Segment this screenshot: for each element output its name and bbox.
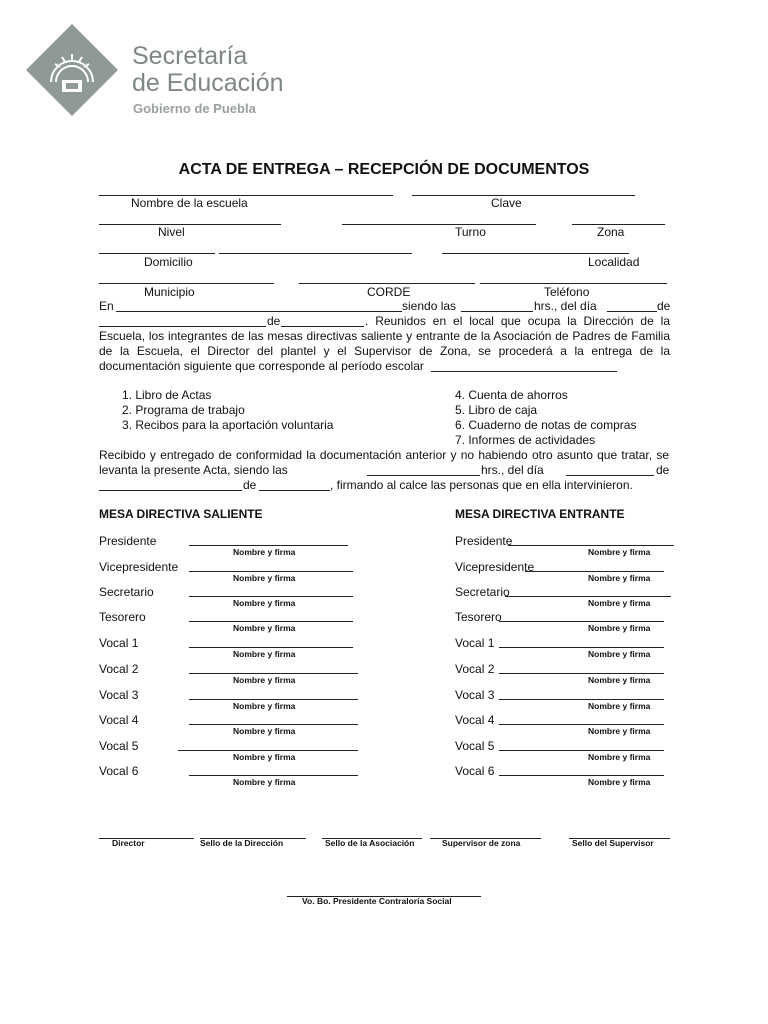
role-label: Secretario <box>455 585 510 599</box>
nombre-firma-label: Nombre y firma <box>233 649 296 659</box>
logo-emblem-icon <box>26 24 118 116</box>
role-label: Vocal 1 <box>455 636 495 650</box>
nombre-firma-label: Nombre y firma <box>233 701 296 711</box>
firma-director: Director <box>112 838 145 848</box>
role-label: Vocal 6 <box>455 764 495 778</box>
para1-text: . Reunidos en el local que ocupa la Dirección de la Escuela, los integrantes de las mesas directivas saliente y entrante de la Asociación de Padres de Familia de la Escuela, el Director del plantel y el Supervisor de Zona, se procederá a la entrega de la documentación siguiente que corresponde al período escolar <box>99 314 670 373</box>
signature-line <box>499 673 664 674</box>
label-clave: Clave <box>491 196 522 210</box>
label-turno: Turno <box>455 225 486 239</box>
nombre-firma-label: Nombre y firma <box>233 726 296 736</box>
label-domicilio: Domicilio <box>144 255 193 269</box>
signature-line <box>505 596 671 597</box>
signature-line <box>189 647 353 648</box>
logo-line2: de Educación <box>132 69 284 97</box>
nombre-firma-label: Nombre y firma <box>588 598 651 608</box>
list-item: 5. Libro de caja <box>455 403 538 417</box>
nombre-firma-label: Nombre y firma <box>588 573 651 583</box>
role-label: Vicepresidente <box>455 560 535 574</box>
nombre-firma-label: Nombre y firma <box>233 573 296 583</box>
role-label: Vocal 4 <box>455 713 495 727</box>
label-localidad: Localidad <box>588 255 640 269</box>
nombre-firma-label: Nombre y firma <box>588 547 651 557</box>
items-right <box>455 388 636 448</box>
role-label: Tesorero <box>455 610 502 624</box>
nombre-firma-label: Nombre y firma <box>588 675 651 685</box>
signature-line <box>178 750 358 751</box>
signature-line <box>499 699 664 700</box>
signature-line <box>189 596 353 597</box>
role-label: Vocal 1 <box>99 636 139 650</box>
signature-line <box>499 647 664 648</box>
signature-line <box>499 775 664 776</box>
nombre-firma-label: Nombre y firma <box>588 623 651 633</box>
mesa-entrante-heading: MESA DIRECTIVA ENTRANTE <box>455 507 625 521</box>
signature-line <box>189 699 358 700</box>
para2-de2: de <box>243 478 257 492</box>
list-item: 1. Libro de Actas <box>122 388 212 402</box>
list-item: 2. Programa de trabajo <box>122 403 245 417</box>
signature-line <box>189 673 358 674</box>
signature-line <box>499 750 664 751</box>
role-label: Vocal 4 <box>99 713 139 727</box>
signature-line <box>189 621 353 622</box>
signature-line <box>189 571 353 572</box>
role-label: Vocal 5 <box>455 739 495 753</box>
para1-de2: de <box>267 314 281 328</box>
nombre-firma-label: Nombre y firma <box>233 752 296 762</box>
signature-line <box>525 571 664 572</box>
mesa-saliente-heading: MESA DIRECTIVA SALIENTE <box>99 507 263 521</box>
list-item: 3. Recibos para la aportación voluntaria <box>122 418 334 432</box>
nombre-firma-label: Nombre y firma <box>588 777 651 787</box>
role-label: Vocal 3 <box>99 688 139 702</box>
para2-de: de <box>655 463 675 477</box>
logo-line3: Gobierno de Puebla <box>133 101 256 116</box>
nombre-firma-label: Nombre y firma <box>588 752 651 762</box>
nombre-firma-label: Nombre y firma <box>233 623 296 633</box>
logo-line1: Secretaría <box>132 42 248 70</box>
label-nivel: Nivel <box>158 225 185 239</box>
label-zona: Zona <box>597 225 625 239</box>
list-item: 7. Informes de actividades <box>455 433 596 447</box>
label-corde: CORDE <box>367 285 411 299</box>
role-label: Secretario <box>99 585 154 599</box>
signature-line <box>189 545 348 546</box>
role-label: Vocal 3 <box>455 688 495 702</box>
role-label: Vocal 6 <box>99 764 139 778</box>
role-label: Vocal 2 <box>99 662 139 676</box>
firma-sello-direccion: Sello de la Dirección <box>200 838 284 848</box>
para1-siendo: siendo las <box>402 299 457 313</box>
para2-text: Recibido y entregado de conformidad la documentación anterior y no habiendo otro asunto que tratar, se levanta la presente Acta, siendo las <box>99 448 669 477</box>
nombre-firma-label: Nombre y firma <box>233 777 296 787</box>
signature-line <box>189 775 358 776</box>
signature-line <box>508 545 674 546</box>
role-label: Vocal 2 <box>455 662 495 676</box>
nombre-firma-label: Nombre y firma <box>233 547 296 557</box>
vobo-label: Vo. Bo. Presidente Contraloría Social <box>302 896 452 906</box>
nombre-firma-label: Nombre y firma <box>588 726 651 736</box>
nombre-firma-label: Nombre y firma <box>233 675 296 685</box>
firma-sello-asociacion: Sello de la Asociación <box>325 838 415 848</box>
para1-hrs: hrs., del día <box>534 299 597 313</box>
role-label: Presidente <box>99 534 157 548</box>
list-item: 6. Cuaderno de notas de compras <box>455 418 637 432</box>
firma-sello-supervisor: Sello del Supervisor <box>572 838 654 848</box>
role-label: Vicepresidente <box>99 560 179 574</box>
nombre-firma-label: Nombre y firma <box>588 649 651 659</box>
nombre-firma-label: Nombre y firma <box>588 701 651 711</box>
signature-line <box>189 724 358 725</box>
label-escuela: Nombre de la escuela <box>131 196 248 210</box>
para1-en: En <box>99 299 114 313</box>
para2-end: , firmando al calce las personas que en ella intervinieron. <box>330 478 633 492</box>
role-label: Tesorero <box>99 610 146 624</box>
label-municipio: Municipio <box>144 285 195 299</box>
document-title: ACTA DE ENTREGA – RECEPCIÓN DE DOCUMENTOS <box>178 161 590 178</box>
firma-supervisor: Supervisor de zona <box>442 838 521 848</box>
items-left <box>122 388 333 433</box>
nombre-firma-label: Nombre y firma <box>233 598 296 608</box>
signature-line <box>499 621 664 622</box>
para2-hrs: hrs., del día <box>481 463 564 477</box>
para1-de: de <box>657 299 671 313</box>
role-label: Vocal 5 <box>99 739 139 753</box>
list-item: 4. Cuenta de ahorros <box>455 388 568 402</box>
label-telefono: Teléfono <box>544 285 590 299</box>
signature-line <box>499 724 664 725</box>
role-label: Presidente <box>455 534 513 548</box>
